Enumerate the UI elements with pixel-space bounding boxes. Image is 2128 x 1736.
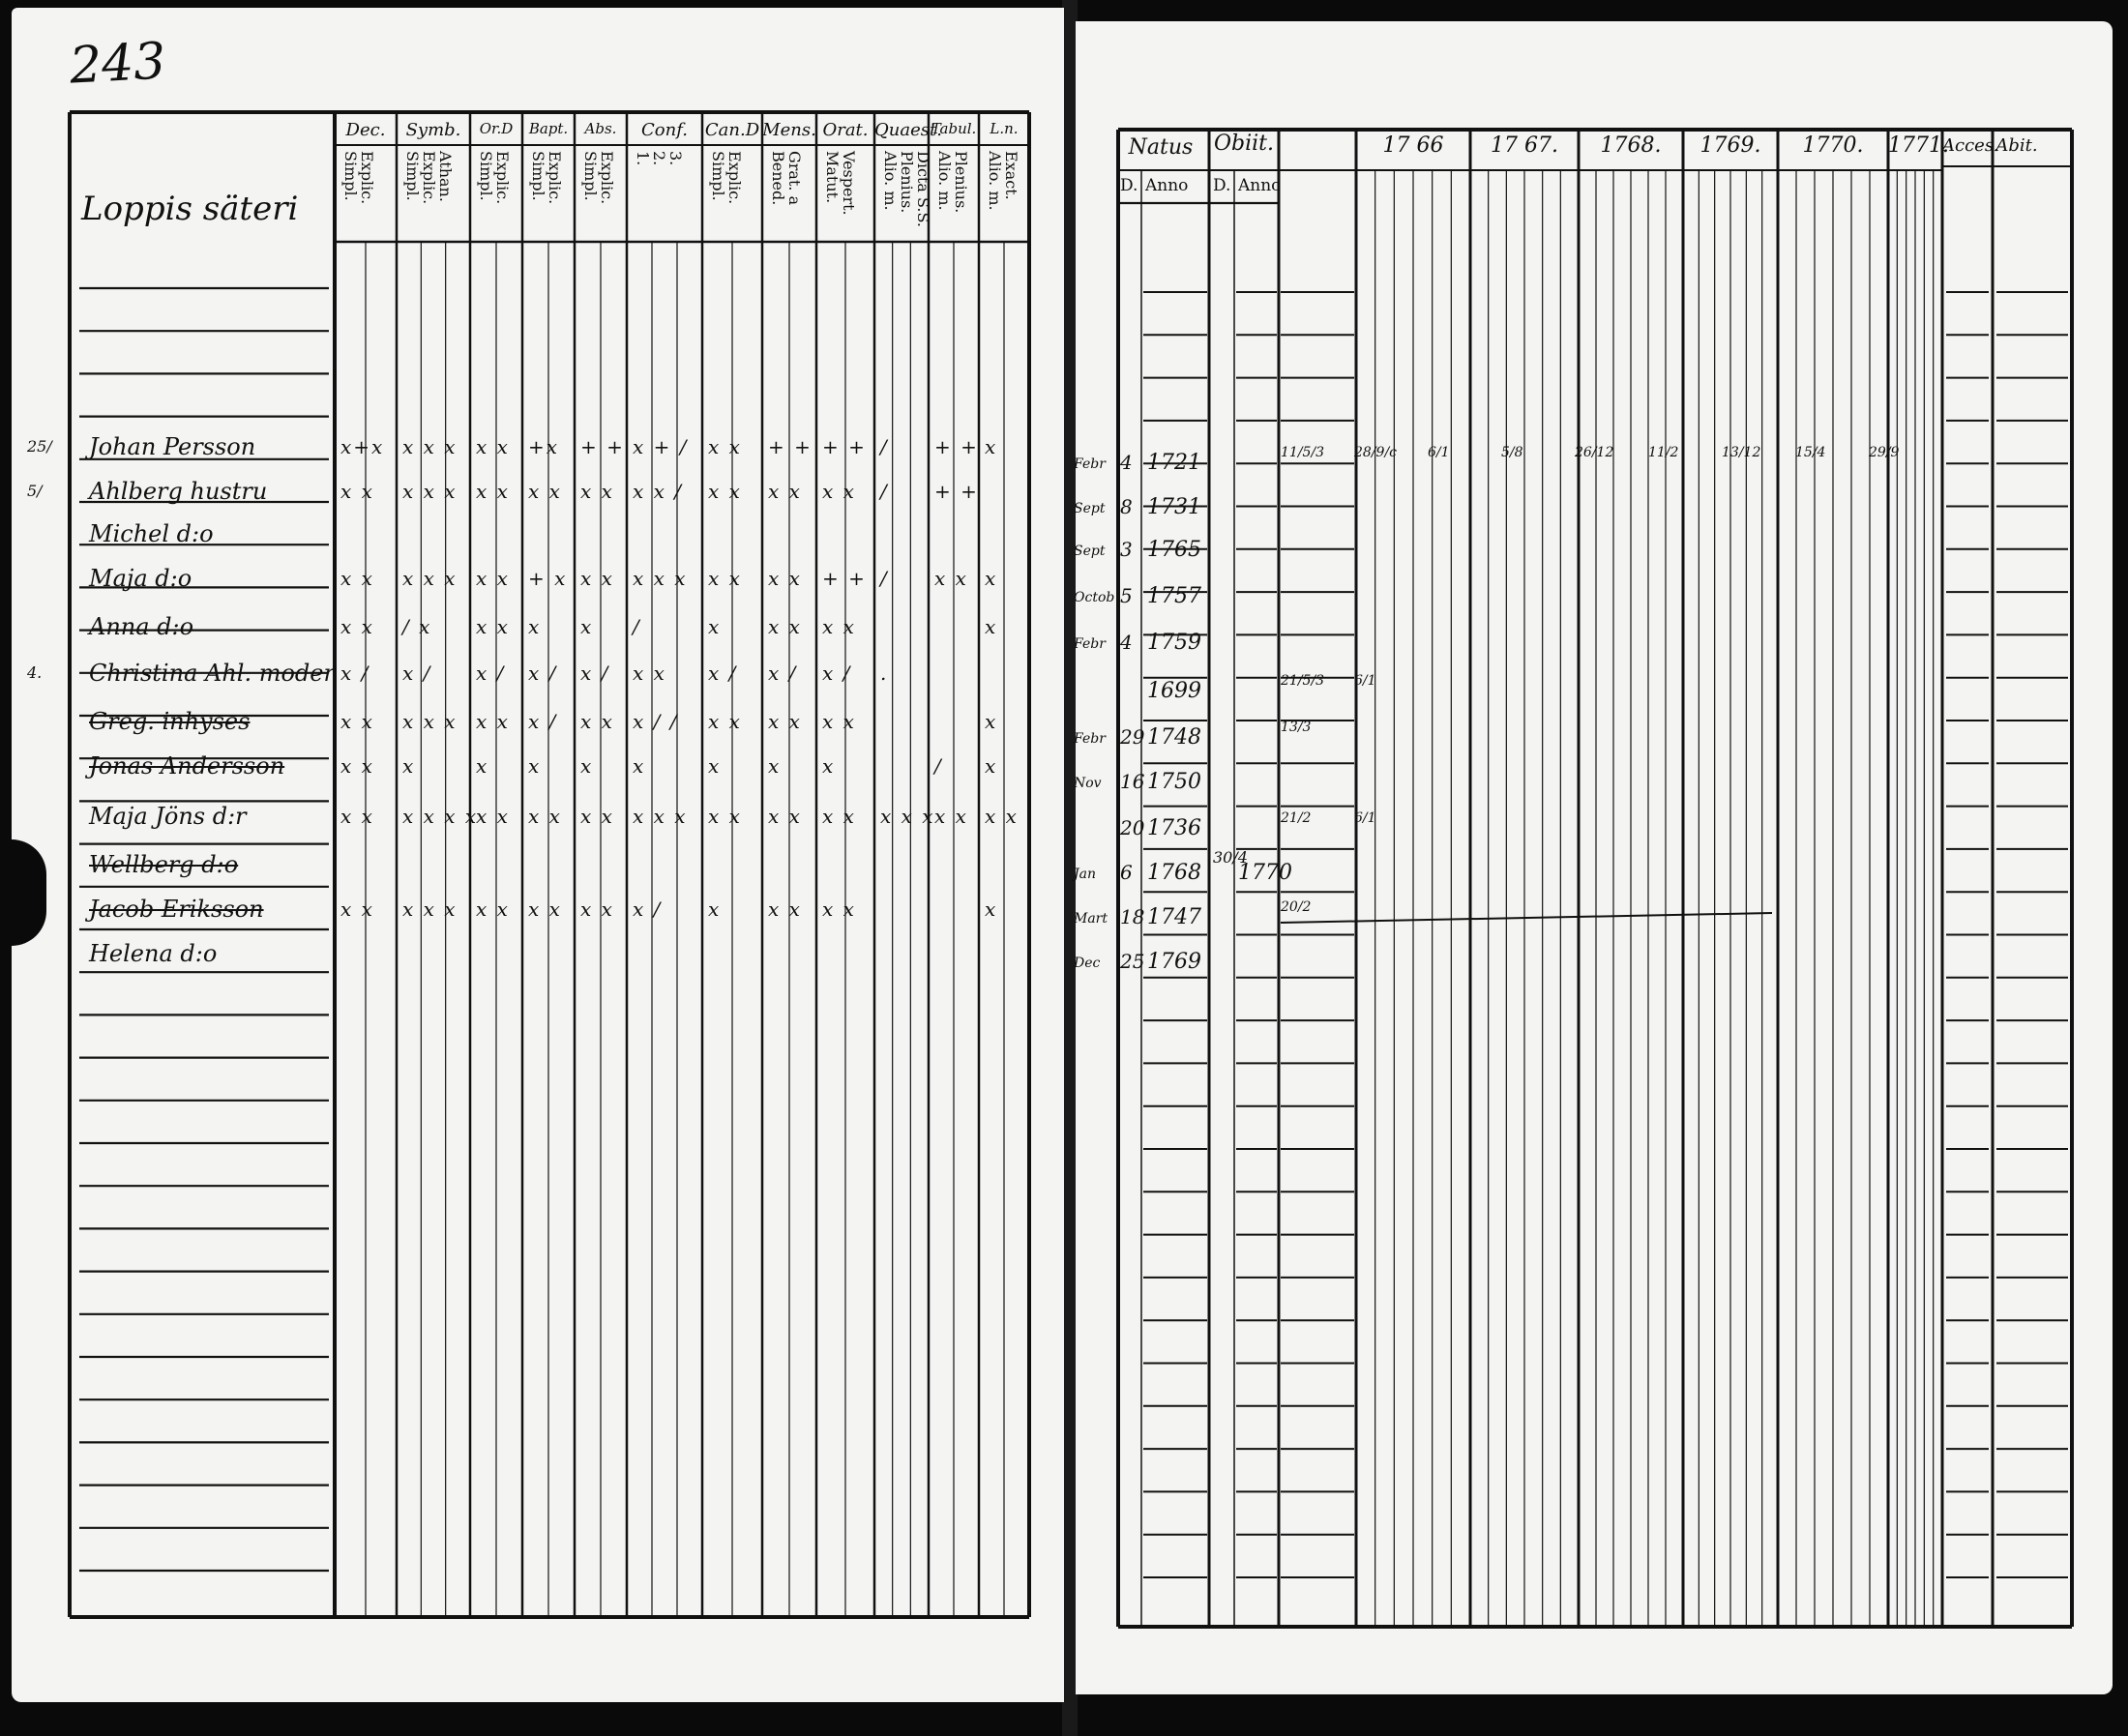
communion-note: 15/4 <box>1795 445 1826 460</box>
communion-note: 26/12 <box>1575 445 1614 460</box>
column-subheader: Explic. Simpl. <box>529 151 564 205</box>
check-marks: + + <box>768 435 813 458</box>
check-marks: x / <box>402 662 432 685</box>
check-marks: x x <box>476 567 510 590</box>
birth-day: 6 <box>1120 861 1133 884</box>
check-marks: x <box>768 754 782 778</box>
check-marks: + + <box>934 435 979 458</box>
check-marks: / <box>880 480 889 503</box>
natus-header: Natus <box>1128 135 1194 160</box>
check-marks: x x <box>822 480 856 503</box>
communion-note: 20/2 <box>1281 899 1312 915</box>
column-header: Tabul. <box>931 120 977 137</box>
year-header: 1768. <box>1600 133 1662 158</box>
check-marks: + x <box>528 567 568 590</box>
birth-year: 1736 <box>1147 816 1201 840</box>
check-marks: x <box>985 435 998 458</box>
obiit-year-subheader: Anno <box>1238 176 1282 195</box>
check-marks: x x <box>580 480 614 503</box>
household-title: Loppis säteri <box>81 190 299 228</box>
birth-year: 1750 <box>1147 770 1201 794</box>
abiit-header: Abit. <box>1995 135 2038 156</box>
check-marks: x <box>822 754 836 778</box>
death-day: 30/4 <box>1213 848 1248 867</box>
check-marks: x <box>633 754 646 778</box>
column-header: Can.D <box>704 120 760 140</box>
check-marks: x x / <box>633 480 684 503</box>
death-year: 1770 <box>1238 861 1292 885</box>
communion-note: 29/9 <box>1869 445 1900 460</box>
column-header: Or.D <box>479 120 514 137</box>
birth-month: Octob <box>1074 590 1115 605</box>
year-header: 1769. <box>1699 133 1761 158</box>
check-marks: x x <box>768 805 802 828</box>
check-marks: x x <box>934 567 968 590</box>
check-marks: x x <box>340 754 374 778</box>
person-name: Helena d:o <box>89 940 218 967</box>
birth-year: 1721 <box>1147 451 1201 475</box>
check-marks: x x <box>580 897 614 921</box>
check-marks: x x <box>822 805 856 828</box>
check-marks: x x <box>768 567 802 590</box>
check-marks: x / <box>708 662 738 685</box>
birth-year: 1768 <box>1147 861 1201 885</box>
check-marks: / x <box>402 615 432 638</box>
communion-note: 21/2 <box>1281 810 1312 826</box>
column-subheader: Explic. Simpl. <box>709 151 744 205</box>
column-subheader: Explic. Simpl. <box>341 151 376 205</box>
communion-note: 6/1 <box>1354 673 1376 689</box>
check-marks: x x <box>768 480 802 503</box>
check-marks: x <box>580 615 594 638</box>
check-marks: x x <box>985 805 1019 828</box>
natus-day-subheader: D. <box>1120 176 1138 195</box>
year-header: 17 66 <box>1382 133 1444 158</box>
birth-day: 4 <box>1120 451 1133 474</box>
check-marks: + + <box>822 567 867 590</box>
check-marks: x x x <box>402 567 458 590</box>
check-marks: x <box>708 615 722 638</box>
column-subheader: Exact. Alio. m. <box>986 151 1020 211</box>
check-marks: x <box>985 710 998 733</box>
check-marks: x x <box>528 897 562 921</box>
check-marks: x x <box>708 435 742 458</box>
check-marks: x x x x <box>402 805 479 828</box>
birth-month: Febr <box>1074 731 1106 747</box>
check-marks: x / <box>340 662 370 685</box>
column-subheader: Grat. a Bened. <box>769 151 804 206</box>
check-marks: x x <box>822 897 856 921</box>
column-subheader: 3. 2. 1. <box>634 151 685 166</box>
column-header: Dec. <box>345 120 386 140</box>
check-marks: x x <box>580 805 614 828</box>
column-header: Conf. <box>641 120 688 140</box>
check-marks: x x <box>822 710 856 733</box>
check-marks: x / <box>633 897 663 921</box>
check-marks: + + <box>934 480 979 503</box>
obiit-header: Obiit. <box>1213 132 1275 156</box>
check-marks: x / <box>476 662 506 685</box>
check-marks: x x <box>340 710 374 733</box>
margin-note: 25/ <box>27 437 52 456</box>
check-marks: x / <box>528 710 558 733</box>
check-marks: + + <box>580 435 625 458</box>
birth-year: 1747 <box>1147 905 1201 929</box>
check-marks: x x x <box>402 897 458 921</box>
column-subheader: Athan. Explic. Simpl. <box>403 151 455 205</box>
birth-month: Febr <box>1074 456 1106 472</box>
check-marks: x x <box>340 480 374 503</box>
check-marks: x x <box>580 710 614 733</box>
person-name: Wellberg d:o <box>89 851 239 878</box>
check-marks: / <box>880 435 889 458</box>
check-marks: x / / <box>633 710 679 733</box>
birth-month: Nov <box>1074 776 1102 791</box>
check-marks: x x <box>822 615 856 638</box>
birth-year: 1748 <box>1147 725 1201 750</box>
column-subheader: Explic. Simpl. <box>477 151 512 205</box>
check-marks: +x <box>528 435 560 458</box>
year-header: 1771. <box>1888 133 1949 158</box>
birth-month: Sept <box>1074 501 1106 516</box>
column-subheader: Dicta S.S. Plenius. Alio. m. <box>881 151 932 227</box>
check-marks: x / <box>528 662 558 685</box>
person-name: Jacob Eriksson <box>89 896 264 923</box>
check-marks: x x <box>528 805 562 828</box>
communion-note: 21/5/3 <box>1281 673 1325 689</box>
check-marks: x x <box>768 897 802 921</box>
birth-year: 1757 <box>1147 584 1201 608</box>
column-subheader: Vespert. Matut. <box>823 151 858 216</box>
check-marks: x x <box>340 897 374 921</box>
column-header: Abs. <box>584 120 617 137</box>
check-marks: x <box>476 754 489 778</box>
year-header: 1770. <box>1802 133 1864 158</box>
check-marks: x x x <box>633 567 688 590</box>
check-marks: x <box>402 754 416 778</box>
communion-note: 5/8 <box>1501 445 1523 460</box>
column-header: Quaest. <box>874 120 942 140</box>
check-marks: x x <box>708 567 742 590</box>
column-header: Orat. <box>822 120 869 140</box>
check-marks: x <box>985 754 998 778</box>
person-name: Johan Persson <box>89 433 256 460</box>
communion-note: 28/9/c <box>1354 445 1397 460</box>
person-name: Ahlberg hustru <box>89 478 268 505</box>
person-name: Christina Ahl. moder <box>89 660 335 687</box>
check-marks: x x <box>476 480 510 503</box>
check-marks: / <box>880 567 889 590</box>
check-marks: x x <box>476 805 510 828</box>
check-marks: x x <box>476 897 510 921</box>
check-marks: x <box>528 615 542 638</box>
check-marks: x x <box>708 805 742 828</box>
margin-note: 4. <box>27 663 43 682</box>
communion-note: 13/3 <box>1281 720 1312 735</box>
birth-day: 5 <box>1120 584 1133 607</box>
check-marks: x x <box>708 710 742 733</box>
margin-note: 5/ <box>27 482 43 500</box>
column-subheader: Plenius. Alio. m. <box>935 151 970 214</box>
check-marks: x+x <box>340 435 385 458</box>
page-number: 243 <box>68 32 167 96</box>
communion-note: 11/5/3 <box>1281 445 1325 460</box>
check-marks: x x <box>580 567 614 590</box>
check-marks: . <box>880 662 889 685</box>
check-marks: x + / <box>633 435 689 458</box>
check-marks: x x <box>476 435 510 458</box>
column-subheader: Explic. Simpl. <box>581 151 616 205</box>
check-marks: x / <box>822 662 852 685</box>
birth-month: Sept <box>1074 544 1106 559</box>
check-marks: x x x <box>402 435 458 458</box>
communion-note: 13/12 <box>1722 445 1761 460</box>
communion-note: 6/1 <box>1354 810 1376 826</box>
check-marks: x x <box>768 710 802 733</box>
check-marks: x / <box>768 662 798 685</box>
check-marks: x <box>528 754 542 778</box>
column-header: Symb. <box>405 120 461 140</box>
check-marks: x x <box>340 567 374 590</box>
check-marks: x <box>708 897 722 921</box>
person-name: Maja d:o <box>89 565 192 592</box>
birth-year: 1731 <box>1147 495 1201 519</box>
birth-day: 4 <box>1120 631 1133 654</box>
check-marks: x x <box>633 662 666 685</box>
check-marks: x <box>985 615 998 638</box>
check-marks: x x <box>934 805 968 828</box>
birth-day: 25 <box>1120 950 1145 973</box>
column-header: Mens. <box>762 120 816 140</box>
birth-month: Mart <box>1074 911 1108 927</box>
birth-month: Dec <box>1074 956 1101 971</box>
check-marks: x <box>708 754 722 778</box>
obiit-day-subheader: D. <box>1213 176 1231 195</box>
birth-day: 3 <box>1120 538 1133 561</box>
check-marks: x x <box>476 710 510 733</box>
birth-year: 1765 <box>1147 538 1201 562</box>
birth-year: 1769 <box>1147 950 1201 974</box>
check-marks: x x <box>528 480 562 503</box>
person-name: Maja Jöns d:r <box>89 803 247 830</box>
person-name: Anna d:o <box>89 613 194 640</box>
birth-day: 18 <box>1120 905 1145 928</box>
person-name: Michel d:o <box>89 520 214 547</box>
natus-year-subheader: Anno <box>1145 176 1189 195</box>
check-marks: x x <box>708 480 742 503</box>
column-header: L.n. <box>990 120 1019 137</box>
birth-year: 1699 <box>1147 679 1201 703</box>
accessit-header: Acces. <box>1942 135 1999 156</box>
birth-month: Jan <box>1074 867 1096 882</box>
birth-month: Febr <box>1074 636 1106 652</box>
person-name: Jonas Andersson <box>89 752 285 780</box>
communion-note: 6/1 <box>1428 445 1450 460</box>
check-marks: x x x <box>633 805 688 828</box>
birth-day: 29 <box>1120 725 1145 749</box>
year-header: 17 67. <box>1491 133 1558 158</box>
column-header: Bapt. <box>528 120 569 137</box>
check-marks: + + <box>822 435 867 458</box>
check-marks: x x x <box>402 480 458 503</box>
check-marks: x x <box>768 615 802 638</box>
birth-day: 16 <box>1120 770 1145 793</box>
check-marks: x <box>985 897 998 921</box>
birth-day: 8 <box>1120 495 1133 518</box>
check-marks: x x x <box>402 710 458 733</box>
check-marks: x x <box>340 805 374 828</box>
check-marks: x / <box>580 662 610 685</box>
check-marks: x <box>580 754 594 778</box>
check-marks: / <box>934 754 943 778</box>
birth-year: 1759 <box>1147 631 1201 655</box>
check-marks: x x <box>476 615 510 638</box>
check-marks: x x <box>340 615 374 638</box>
left-page <box>12 8 1064 1702</box>
check-marks: x x x <box>880 805 935 828</box>
right-page <box>1076 21 2113 1694</box>
person-name: Greg. inhyses <box>89 708 251 735</box>
check-marks: / <box>633 615 641 638</box>
check-marks: x <box>985 567 998 590</box>
communion-note: 11/2 <box>1648 445 1679 460</box>
birth-day: 20 <box>1120 816 1145 839</box>
